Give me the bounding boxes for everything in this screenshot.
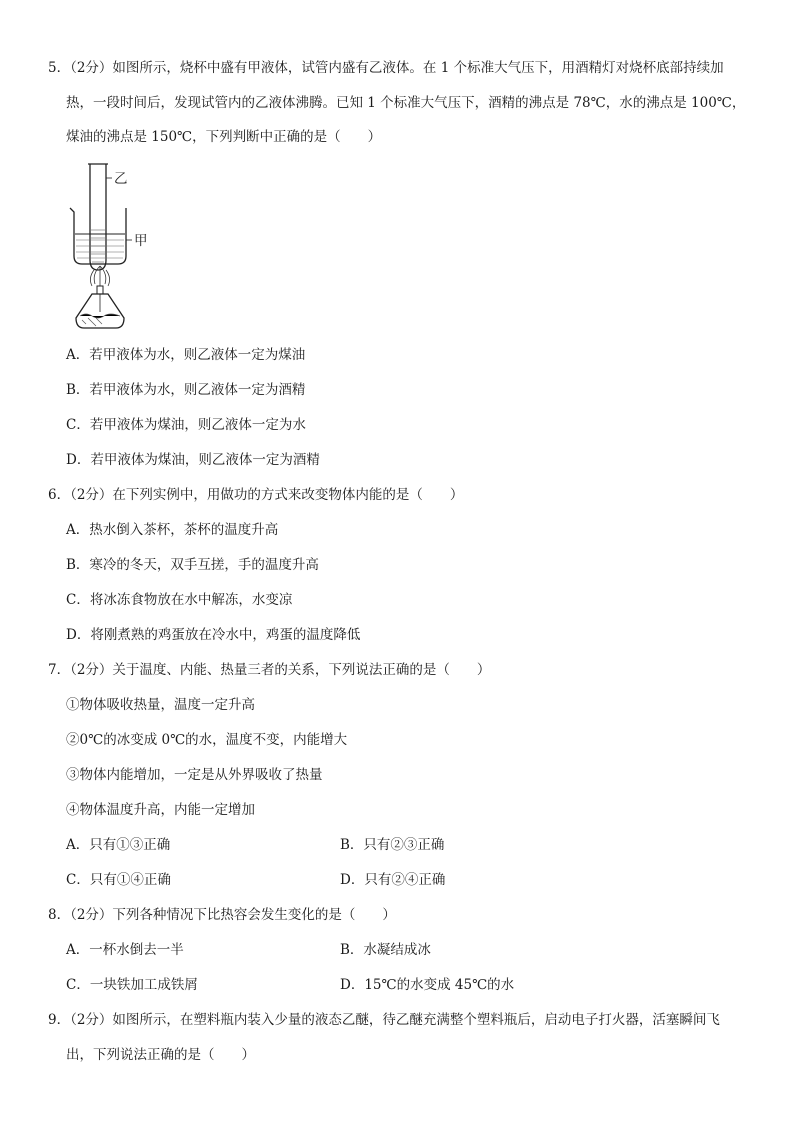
q7-statement-2: ②0℃的冰变成 0℃的水，温度不变，内能增大 bbox=[66, 732, 348, 748]
q5-option-a[interactable]: A．若甲液体为水，则乙液体一定为煤油 bbox=[66, 347, 306, 363]
q5-stem-line-3: 煤油的沸点是 150℃，下列判断中正确的是（ ） bbox=[66, 129, 382, 145]
q9-stem-line-1: 9．（2分）如图所示，在塑料瓶内装入少量的液态乙醚，待乙醚充满整个塑料瓶后，启动电子打火器，活塞瞬间飞 bbox=[48, 1012, 720, 1028]
q9-stem-line-2: 出，下列说法正确的是（ ） bbox=[66, 1047, 255, 1063]
q6-option-d[interactable]: D．将刚煮熟的鸡蛋放在冷水中，鸡蛋的温度降低 bbox=[66, 627, 361, 643]
q7-statement-4: ④物体温度升高，内能一定增加 bbox=[66, 802, 255, 818]
beaker-test-tube-figure bbox=[62, 160, 162, 336]
q6-option-c[interactable]: C．将冰冻食物放在水中解冻，水变凉 bbox=[66, 592, 293, 608]
tube-liquid-hatch bbox=[91, 230, 105, 262]
q8-option-a[interactable]: A．一杯水倒去一半 bbox=[66, 942, 184, 958]
q8-option-d[interactable]: D．15℃的水变成 45℃的水 bbox=[340, 977, 515, 993]
beaker bbox=[70, 208, 126, 264]
q7-option-a[interactable]: A．只有①③正确 bbox=[66, 837, 171, 853]
q7-statement-1: ①物体吸收热量，温度一定升高 bbox=[66, 697, 255, 713]
q6-option-b[interactable]: B．寒冷的冬天，双手互搓，手的温度升高 bbox=[66, 557, 319, 573]
q5-option-c[interactable]: C．若甲液体为煤油，则乙液体一定为水 bbox=[66, 417, 306, 433]
figure-label-jia: 甲 bbox=[134, 233, 148, 249]
beaker-liquid-hatch bbox=[76, 240, 124, 258]
q7-option-d[interactable]: D．只有②④正确 bbox=[340, 872, 446, 888]
q7-statement-3: ③物体内能增加，一定是从外界吸收了热量 bbox=[66, 767, 323, 783]
q8-option-b[interactable]: B．水凝结成冰 bbox=[340, 942, 431, 958]
figure-label-yi: 乙 bbox=[114, 171, 128, 187]
q7-stem: 7．（2分）关于温度、内能、热量三者的关系，下列说法正确的是（ ） bbox=[48, 662, 491, 678]
q6-stem: 6．（2分）在下列实例中，用做功的方式来改变物体内能的是（ ） bbox=[48, 487, 464, 503]
q7-option-c[interactable]: C．只有①④正确 bbox=[66, 872, 171, 888]
q5-stem-line-1: 5．（2分）如图所示，烧杯中盛有甲液体，试管内盛有乙液体。在 1 个标准大气压下，用酒精灯对烧杯底部持续加 bbox=[48, 60, 724, 76]
q5-stem-line-2: 热，一段时间后，发现试管内的乙液体沸腾。已知 1 个标准大气压下，酒精的沸点是 78℃，水的沸点是 100℃， bbox=[66, 95, 746, 111]
q8-option-c[interactable]: C．一块铁加工成铁屑 bbox=[66, 977, 198, 993]
q5-option-b[interactable]: B．若甲液体为水，则乙液体一定为酒精 bbox=[66, 382, 306, 398]
q6-option-a[interactable]: A．热水倒入茶杯，茶杯的温度升高 bbox=[66, 522, 279, 538]
q8-stem: 8．（2分）下列各种情况下比热容会发生变化的是（ ） bbox=[48, 907, 396, 923]
q5-option-d[interactable]: D．若甲液体为煤油，则乙液体一定为酒精 bbox=[66, 452, 320, 468]
q7-option-b[interactable]: B．只有②③正确 bbox=[340, 837, 445, 853]
